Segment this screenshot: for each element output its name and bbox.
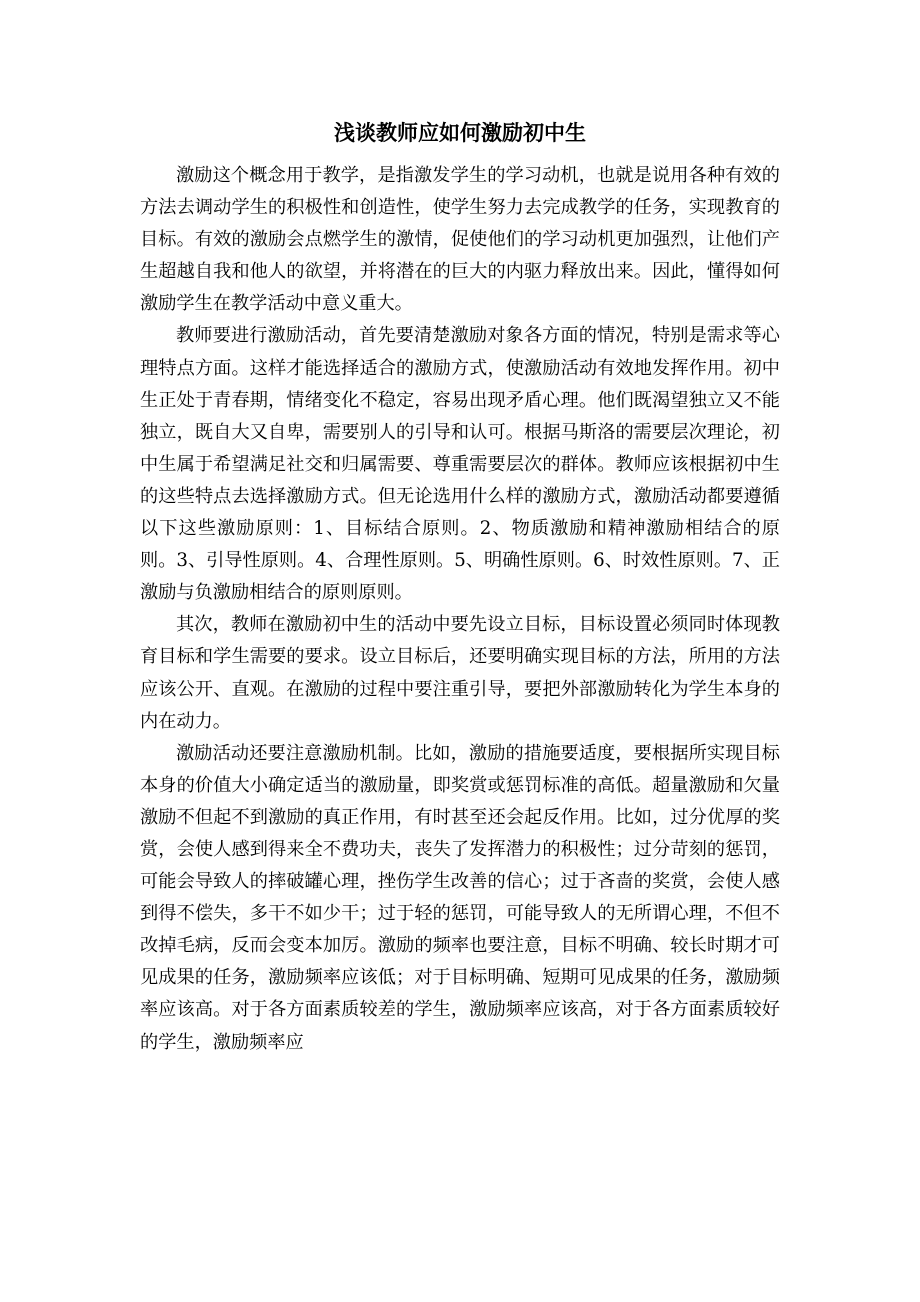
document-body: [140, 160, 780, 1059]
paragraph: 激励这个概念用于教学，是指激发学生的学习动机，也就是说用各种有效的方法去调动学生的积极性和创造性，使学生努力去完成教学的任务，实现教育的目标。有效的激励会点燃学生的激情，促使他们的学习动机更加强烈，让他们产生超越自我和他人的欲望，并将潜在的巨大的内驱力释放出来。因此，懂得如何激励学生在教学活动中意义重大。: [140, 165, 780, 315]
paragraph: 其次，教师在激励初中生的活动中要先设立目标，目标设置必须同时体现教育目标和学生需要的要求。设立目标后，还要明确实现目标的方法，所用的方法应该公开、直观。在激励的过程中要注重引导，要把外部激励转化为学生本身的内在动力。: [140, 614, 780, 732]
document-title: 浅谈教师应如何激励初中生: [334, 121, 586, 145]
paragraph: 激励活动还要注意激励机制。比如，激励的措施要适度，要根据所实现目标本身的价值大小确定适当的激励量，即奖赏或惩罚标准的高低。超量激励和欠量激励不但起不到激励的真正作用，有时甚至还会起反作用。比如，过分优厚的奖赏，会使人感到得来全不费功夫，丧失了发挥潜力的积极性；过分苛刻的惩罚，可能会导致人的摔破罐心理，挫伤学生改善的信心；过于吝啬的奖赏，会使人感到得不偿失，多干不如少干；过于轻的惩罚，可能导致人的无所谓心理，不但不改掉毛病，反而会变本加厉。激励的频率也要注意，目标不明确、较长时期才可见成果的任务，激励频率应该低；对于目标明确、短期可见成果的任务，激励频率应该高。对于各方面素质较差的学生，激励频率应该高，对于各方面素质较好的学生，激励频率应: [140, 742, 780, 1053]
paragraph: 教师要进行激励活动，首先要清楚激励对象各方面的情况，特别是需求等心理特点方面。这样才能选择适合的激励方式，使激励活动有效地发挥作用。初中生正处于青春期，情绪变化不稳定，容易出现矛盾心理。他们既渴望独立又不能独立，既自大又自卑，需要别人的引导和认可。根据马斯洛的需要层次理论，初中生属于希望满足社交和归属需要、尊重需要层次的群体。教师应该根据初中生的这些特点去选择激励方式。但无论选用什么样的激励方式，激励活动都要遵循以下这些激励原则：1、目标结合原则。2、物质激励和精神激励相结合的原则。3、引导性原则。4、合理性原则。5、明确性原则。6、时效性原则。7、正激励与负激励相结合的原则原则。: [140, 325, 780, 604]
